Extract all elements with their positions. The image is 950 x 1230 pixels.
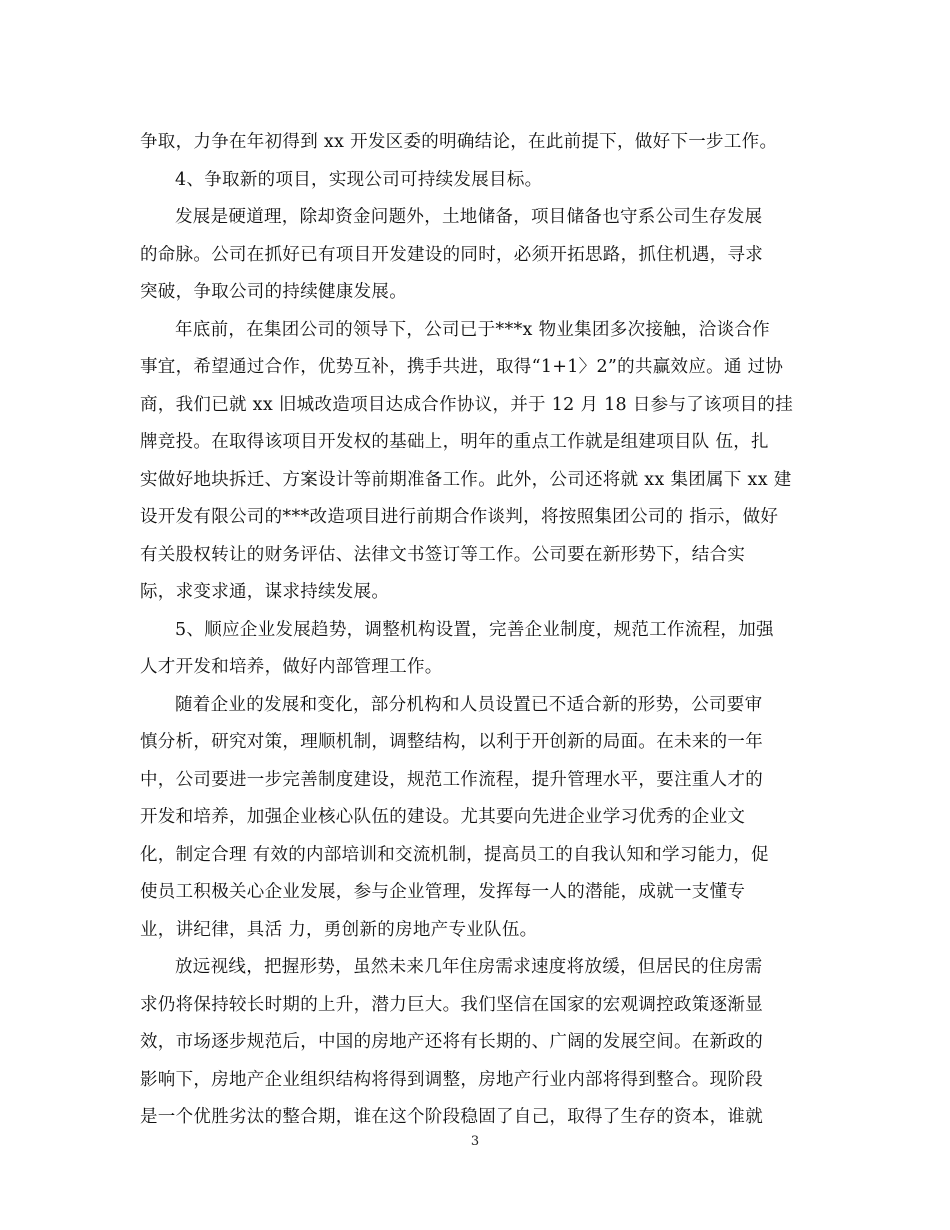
text-line: 争取，力争在年初得到 xx 开发区委的明确结论，在此前提下，做好下一步工作。 [140, 132, 778, 152]
text-line: 年底前，在集团公司的领导下，公司已于***x 物业集团多次接触，洽谈合作 [175, 319, 770, 340]
body-text [140, 124, 808, 1137]
text-line: 有关股权转让的财务评估、法律文书签订等工作。公司要在新形势下，结合实 [140, 544, 746, 565]
text-line: 5、顺应企业发展趋势，调整机构设置，完善企业制度，规范工作流程，加强 [175, 619, 774, 640]
text-line: 是一个优胜劣汰的整合期，谁在这个阶段稳固了自己，取得了生存的资本，谁就 [140, 1107, 763, 1127]
text-line: 发展是硬道理，除却资金问题外，土地储备，项目储备也守系公司生存发展 [175, 207, 763, 227]
text-line: 设开发有限公司的***改造项目进行前期合作谈判，将按照集团公司的 指示，做好 [140, 507, 779, 527]
text-line: 影响下，房地产企业组织结构将得到调整，房地产行业内部将得到整合。现阶段 [140, 1069, 763, 1090]
text-line: 求仍将保持较长时期的上升，潜力巨大。我们坚信在国家的宏观调控政策逐渐显 [140, 994, 763, 1015]
text-line: 业，讲纪律，具活 力，勇创新的房地产专业队伍。 [140, 919, 538, 940]
text-line: 随着企业的发展和变化，部分机构和人员设置已不适合新的形势，公司要审 [175, 694, 763, 715]
text-line: 的命脉。公司在抓好已有项目开发建设的同时，必须开拓思路，抓住机遇，寻求 [140, 244, 763, 265]
text-line: 人才开发和培养，做好内部管理工作。 [140, 657, 443, 677]
text-line: 突破，争取公司的持续健康发展。 [140, 282, 407, 302]
text-line: 4、争取新的项目，实现公司可持续发展目标。 [175, 169, 543, 190]
text-line: 实做好地块拆迁、方案设计等前期准备工作。此外，公司还将就 xx 集团属下 xx 建 [140, 469, 792, 490]
text-line: 中，公司要进一步完善制度建设，规范工作流程，提升管理水平，要注重人才的 [140, 769, 763, 790]
text-line: 效，市场逐步规范后，中国的房地产还将有长期的、广阔的发展空间。在新政的 [140, 1032, 763, 1052]
text-line: 放远视线，把握形势，虽然未来几年住房需求速度将放缓，但居民的住房需 [175, 957, 763, 977]
text-line: 际，求变求通，谋求持续发展。 [140, 582, 390, 602]
text-line: 慎分析，研究对策，理顺机制，调整结构，以利于开创新的局面。在未来的一年 [140, 732, 763, 752]
text-line: 化，制定合理 有效的内部培训和交流机制，提高员工的自我认知和学习能力，促 [140, 844, 769, 865]
text-line: 使员工积极关心企业发展，参与企业管理，发挥每一人的潜能，成就一支懂专 [140, 882, 746, 902]
text-line: 事宜，希望通过合作，优势互补，携手共进，取得“1+1〉2”的共赢效应。通 过协 [140, 357, 784, 377]
text-line: 商，我们已就 xx 旧城改造项目达成合作协议，并于 12 月 18 日参与了该项目的挂 [140, 394, 794, 415]
text-line: 牌竞投。在取得该项目开发权的基础上，明年的重点工作就是组建项目队 伍，扎 [140, 432, 769, 452]
text-line: 开发和培养，加强企业核心队伍的建设。尤其要向先进企业学习优秀的企业文 [140, 807, 746, 827]
page-number: 3 [470, 1134, 480, 1149]
